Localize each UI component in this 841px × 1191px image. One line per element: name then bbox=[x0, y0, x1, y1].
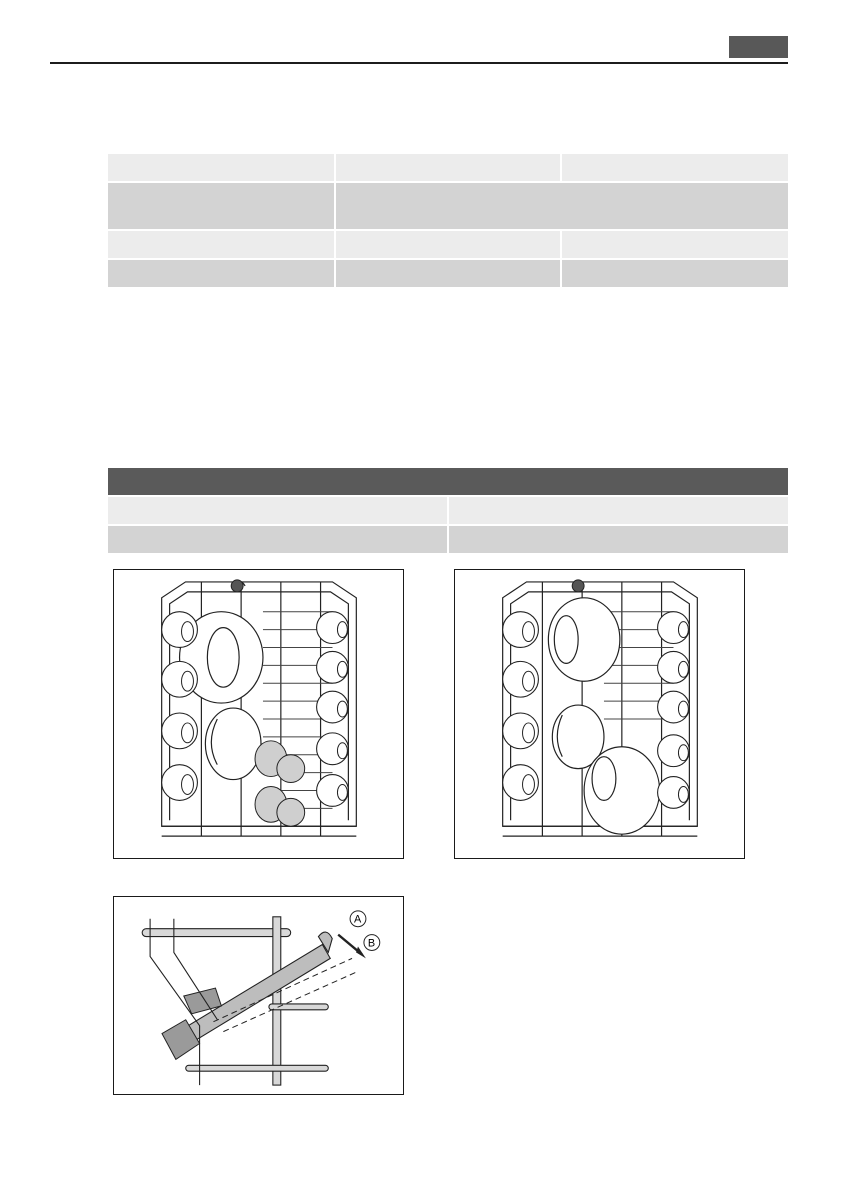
table-cell bbox=[335, 182, 788, 230]
table-header-row bbox=[108, 468, 788, 496]
callout-b-label: B bbox=[367, 937, 376, 950]
cup-rack-figure bbox=[113, 896, 404, 1095]
cup-rack-illustration bbox=[114, 897, 403, 1094]
table-cell bbox=[108, 525, 448, 554]
table-row bbox=[108, 230, 788, 259]
table-cell bbox=[335, 154, 562, 182]
basket-bowls-illustration bbox=[455, 570, 744, 858]
basket-figure-bowls bbox=[454, 569, 745, 859]
table-row bbox=[108, 525, 788, 554]
table-cell bbox=[561, 259, 788, 288]
table-cell bbox=[448, 496, 788, 525]
header-rule bbox=[50, 62, 788, 64]
table-row bbox=[108, 496, 788, 525]
settings-table bbox=[108, 154, 788, 289]
basket-cups-illustration bbox=[114, 570, 403, 858]
table-cell bbox=[108, 496, 448, 525]
table-row bbox=[108, 154, 788, 182]
table-row bbox=[108, 182, 788, 230]
table-cell bbox=[448, 525, 788, 554]
language-tab bbox=[729, 36, 788, 58]
table-cell bbox=[108, 230, 335, 259]
table-header-cell bbox=[108, 468, 788, 496]
table-cell bbox=[561, 154, 788, 182]
table-cell bbox=[108, 259, 335, 288]
table-cell bbox=[335, 259, 562, 288]
table-cell bbox=[108, 154, 335, 182]
table-cell bbox=[108, 182, 335, 230]
table-cell bbox=[561, 230, 788, 259]
table-row bbox=[108, 259, 788, 288]
callout-a-label: A bbox=[354, 913, 362, 926]
table-cell bbox=[335, 230, 562, 259]
basket-figure-cups bbox=[113, 569, 404, 859]
loading-table bbox=[108, 468, 788, 555]
